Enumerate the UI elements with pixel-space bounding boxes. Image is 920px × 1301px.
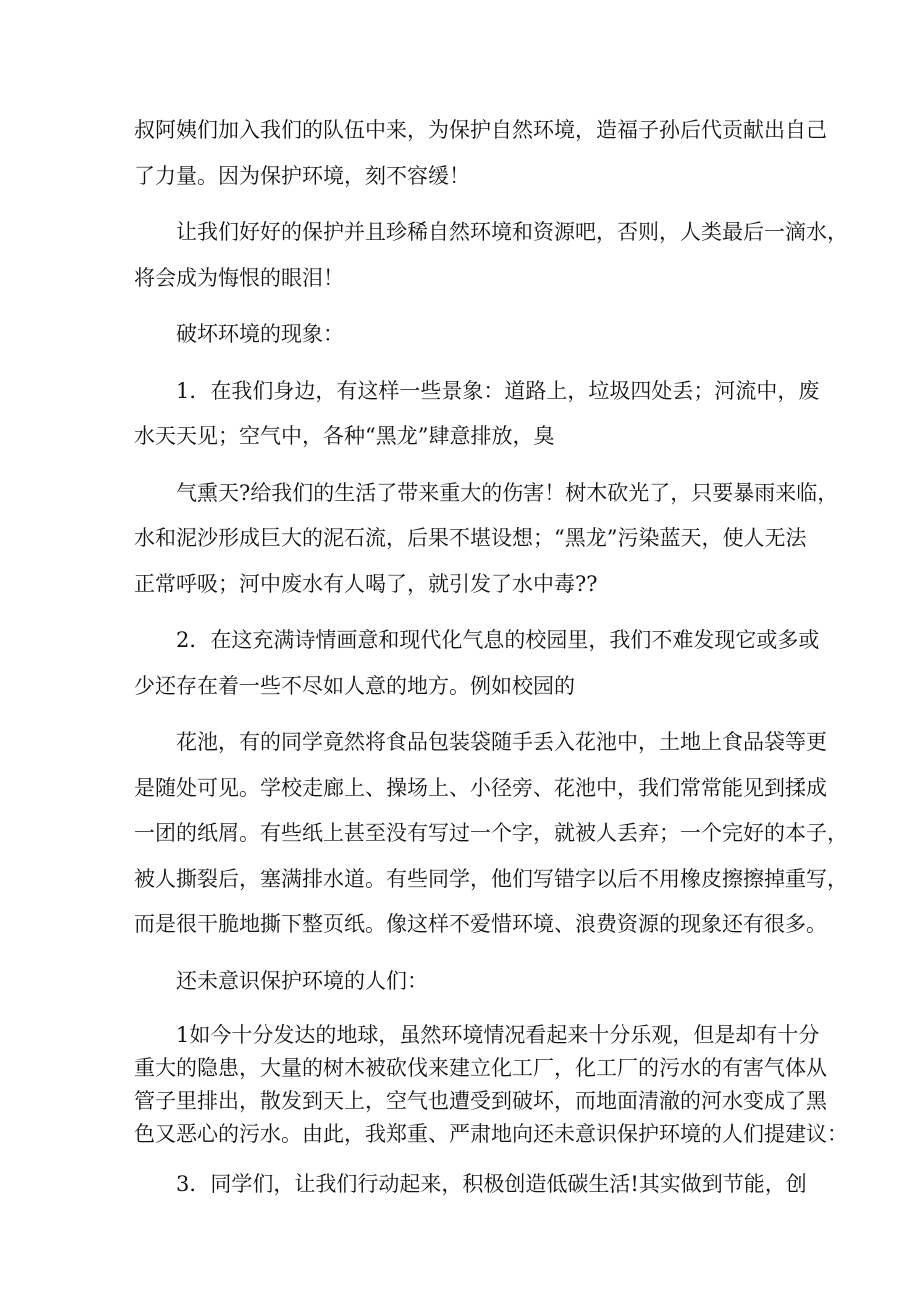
text-line: 还未意识保护环境的人们：	[176, 968, 428, 993]
text-line: 少还存在着一些不尽如人意的地方。例如校园的	[134, 673, 575, 698]
text-line: 正常呼吸；河中废水有人喝了，就引发了水中毒??	[134, 571, 598, 596]
paragraph-item-3	[134, 1162, 807, 1208]
text-line: 重大的隐患，大量的树木被砍伐来建立化工厂，化工厂的污水的有害气体从	[134, 1056, 827, 1080]
text-line: 水和泥沙形成巨大的泥石流，后果不堪设想；“黑龙”污染蓝天，使人无法	[134, 526, 807, 550]
text-line: 将会成为悔恨的眼泪！	[134, 265, 344, 290]
text-line: 破坏环境的现象：	[176, 322, 344, 346]
text-line: 2．在这充满诗情画意和现代化气息的校园里，我们不难发现它或多或	[176, 628, 820, 652]
text-line: 气熏天?给我们的生活了带来重大的伤害！树木砍光了，只要暴雨来临，	[176, 480, 839, 505]
text-line: 花池，有的同学竟然将食品包装袋随手丢入花池中，土地上食品袋等更	[176, 730, 827, 754]
text-line: 叔阿姨们加入我们的队伍中来，为保护自然环境，造福子孙后代贡献出自己	[134, 118, 827, 142]
document-body	[134, 108, 848, 1208]
paragraph-item-1-cont	[134, 471, 839, 608]
text-line: 3．同学们，让我们行动起来，积极创造低碳生活!其实做到节能，创	[176, 1172, 807, 1196]
paragraph-item-2	[134, 618, 820, 709]
section-heading-damage	[134, 312, 794, 358]
text-line: 一团的纸屑。有些纸上甚至没有写过一个字，就被人丢弃；一个完好的本子，	[134, 821, 848, 845]
paragraph-item-1	[134, 369, 820, 460]
paragraph-1	[134, 108, 827, 199]
text-line: 色又恶心的污水。由此，我郑重、严肃地向还未意识保护环境的人们提建议：	[134, 1122, 848, 1146]
text-line: 1．在我们身边，有这样一些景象：道路上，垃圾四处丢；河流中，废	[176, 378, 820, 403]
text-line: 水天天见；空气中，各种“黑龙”肆意排放，臭	[134, 424, 555, 448]
text-line: 了力量。因为保护环境，刻不容缓！	[134, 163, 470, 188]
paragraph-unaware-1	[134, 1019, 848, 1151]
text-line: 管子里排出，散发到天上，空气也遭受到破坏，而地面清澈的河水变成了黑	[134, 1089, 827, 1113]
text-line: 1如今十分发达的地球，虽然环境情况看起来十分乐观，但是却有十分	[176, 1023, 820, 1047]
section-heading-unaware	[134, 959, 794, 1005]
text-line: 而是很干脆地撕下整页纸。像这样不爱惜环境、浪费资源的现象还有很多。	[134, 912, 827, 936]
paragraph-item-2-cont	[134, 720, 848, 948]
text-line: 被人撕裂后，塞满排水道。有些同学，他们写错字以后不用橡皮擦擦掉重写，	[134, 866, 848, 891]
text-line: 让我们好好的保护并且珍稀自然环境和资源吧，否则，人类最后一滴水，	[176, 220, 848, 244]
paragraph-2	[134, 210, 848, 301]
text-line: 是随处可见。学校走廊上、操场上、小径旁、花池中，我们常常能见到揉成	[134, 775, 827, 800]
